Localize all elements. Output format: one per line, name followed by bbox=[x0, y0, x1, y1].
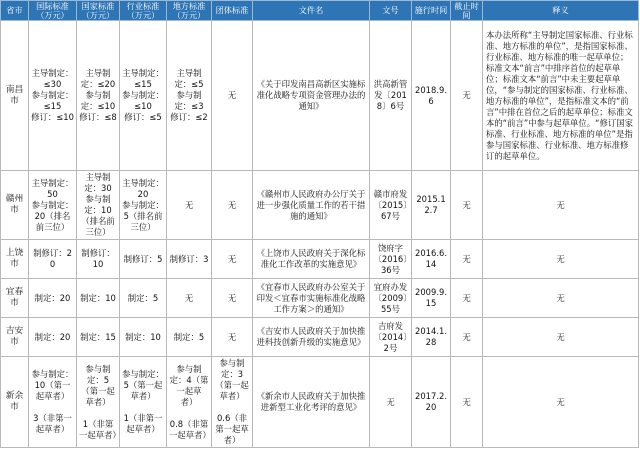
cell-doc-no: 洪高新管发〔2018〕6号 bbox=[370, 21, 412, 171]
cell-group: 无 bbox=[212, 318, 253, 357]
cell-city: 宜春市 bbox=[1, 279, 29, 318]
cell-intl: 参与制定：10（第一起草者） 3（非第一起草者） bbox=[29, 357, 77, 448]
cell-notes: 本办法所称“主导制定国家标准、行业标准、地方标准的单位”，是指国家标准、行业标准、地方标准的唯一起草单位；标准文本“前言”中排序首位的起草单位；标准文本“前言”中未主要起草单位，“参与制定的国家标准、行业标准、地方标准的单位”，是指标准文本的“前言”中排在首位之后的起草单位；标准文本的“前言”中参与起草单位。“修订国家标准、行业标准、地方标准的单位”是指参与国家标准、行业标准、地方标准修订的起草单位。 bbox=[483, 21, 639, 171]
cell-group: 无 bbox=[212, 240, 253, 279]
header-industry: 行业标准（万元） bbox=[120, 1, 167, 21]
cell-industry: 制定：5 bbox=[120, 279, 167, 318]
cell-local: 无 bbox=[167, 279, 212, 318]
cell-doc-no: 无 bbox=[370, 357, 412, 448]
cell-national: 主导制定：30 参与制定：10（排名前三位） bbox=[77, 171, 120, 240]
cell-national: 主导制定：≤20 参与制定：≤10 修订：≤8 bbox=[77, 21, 120, 171]
cell-intl: 主导制定：≤30 参与制定：≤15 修订：≤10 bbox=[29, 21, 77, 171]
cell-notes: 无 bbox=[483, 318, 639, 357]
cell-notes: 无 bbox=[483, 240, 639, 279]
header-national: 国家标准（万元） bbox=[77, 1, 120, 21]
cell-doc-no: 吉府发〔2014〕2号 bbox=[370, 318, 412, 357]
table-row bbox=[1, 240, 639, 279]
header-intl: 国际标准（万元） bbox=[29, 1, 77, 21]
cell-intl: 主导制定：50 参与制定：20（排名前三位） bbox=[29, 171, 77, 240]
cell-national: 参与制定：5（第一起草者） 1（非第一起草者） bbox=[77, 357, 120, 448]
cell-start: 2018.9.6 bbox=[412, 21, 451, 171]
cell-industry: 参与制定：5（第一起草者） 1（非第一起草者） bbox=[120, 357, 167, 448]
cell-industry: 主导制定：20 参与制定：5（排名前三位） bbox=[120, 171, 167, 240]
cell-group: 无 bbox=[212, 21, 253, 171]
cell-start: 2017.2.20 bbox=[412, 357, 451, 448]
cell-local: 制定：5 bbox=[167, 318, 212, 357]
cell-doc-name: 《吉安市人民政府关于加快推进科技创新升级的实施意见》 bbox=[253, 318, 370, 357]
header-group: 团体标准 bbox=[212, 1, 253, 21]
header-doc-name: 文件名 bbox=[253, 1, 370, 21]
cell-industry: 制修订：5 bbox=[120, 240, 167, 279]
table-row bbox=[1, 21, 639, 171]
cell-local: 无 bbox=[167, 171, 212, 240]
cell-group: 无 bbox=[212, 279, 253, 318]
header-doc-no: 文号 bbox=[370, 1, 412, 21]
header-city: 省市 bbox=[1, 1, 29, 21]
cell-city: 赣州市 bbox=[1, 171, 29, 240]
cell-notes: 无 bbox=[483, 357, 639, 448]
cell-intl: 制定：20 bbox=[29, 279, 77, 318]
cell-intl: 制修订：20 bbox=[29, 240, 77, 279]
cell-end: 无 bbox=[451, 357, 483, 448]
cell-local: 制修订：3 bbox=[167, 240, 212, 279]
cell-start: 2009.9.15 bbox=[412, 279, 451, 318]
cell-city: 南昌市 bbox=[1, 21, 29, 171]
cell-start: 2016.6.14 bbox=[412, 240, 451, 279]
table-row bbox=[1, 171, 639, 240]
table-row bbox=[1, 357, 639, 448]
header-start: 施行时间 bbox=[412, 1, 451, 21]
cell-doc-name: 《赣州市人民政府办公厅关于进一步强化质量工作的若干措施的通知》 bbox=[253, 171, 370, 240]
cell-start: 2015.12.7 bbox=[412, 171, 451, 240]
cell-national: 制定：10 bbox=[77, 279, 120, 318]
cell-group: 无 bbox=[212, 171, 253, 240]
cell-doc-no: 饶府字〔2016〕36号 bbox=[370, 240, 412, 279]
cell-doc-no: 宜府办发〔2009〕55号 bbox=[370, 279, 412, 318]
header-row bbox=[1, 1, 639, 21]
cell-city: 上饶市 bbox=[1, 240, 29, 279]
header-notes: 释义 bbox=[483, 1, 639, 21]
cell-end: 无 bbox=[451, 171, 483, 240]
cell-city: 吉安市 bbox=[1, 318, 29, 357]
cell-industry: 制定：10 bbox=[120, 318, 167, 357]
cell-doc-name: 《关于印发南昌高新区实施标准化战略专项资金管理办法的通知》 bbox=[253, 21, 370, 171]
cell-start: 2014.1.28 bbox=[412, 318, 451, 357]
table-row bbox=[1, 318, 639, 357]
cell-city: 新余市 bbox=[1, 357, 29, 448]
header-local: 地方标准（万元） bbox=[167, 1, 212, 21]
cell-national: 制定：15 bbox=[77, 318, 120, 357]
cell-doc-no: 赣市府发〔2015〕67号 bbox=[370, 171, 412, 240]
header-end: 截止时间 bbox=[451, 1, 483, 21]
cell-group: 参与制定：3（第一起草者） 0.6（非第一起草者） bbox=[212, 357, 253, 448]
cell-doc-name: 《宜春市人民政府办公室关于印发＜宜春市实施标准化战略工作方案＞的通知》 bbox=[253, 279, 370, 318]
cell-doc-name: 《新余市人民政府关于加快推进新型工业化考评的意见》 bbox=[253, 357, 370, 448]
cell-national: 制修订：10 bbox=[77, 240, 120, 279]
cell-notes: 无 bbox=[483, 171, 639, 240]
cell-industry: 主导制定：≤15 参与制定：≤10 修订：≤5 bbox=[120, 21, 167, 171]
cell-local: 主导制定：≤5 参与制定：≤3 修订：≤2 bbox=[167, 21, 212, 171]
cell-end: 无 bbox=[451, 318, 483, 357]
cell-doc-name: 《上饶市人民政府关于深化标准化工作改革的实施意见》 bbox=[253, 240, 370, 279]
cell-end: 无 bbox=[451, 279, 483, 318]
cell-end: 无 bbox=[451, 240, 483, 279]
table-row bbox=[1, 279, 639, 318]
cell-local: 参与制定：4（第一起草者） 0.8（非第一起草者） bbox=[167, 357, 212, 448]
cell-intl: 制定：20 bbox=[29, 318, 77, 357]
cell-end: 无 bbox=[451, 21, 483, 171]
cell-notes: 无 bbox=[483, 279, 639, 318]
